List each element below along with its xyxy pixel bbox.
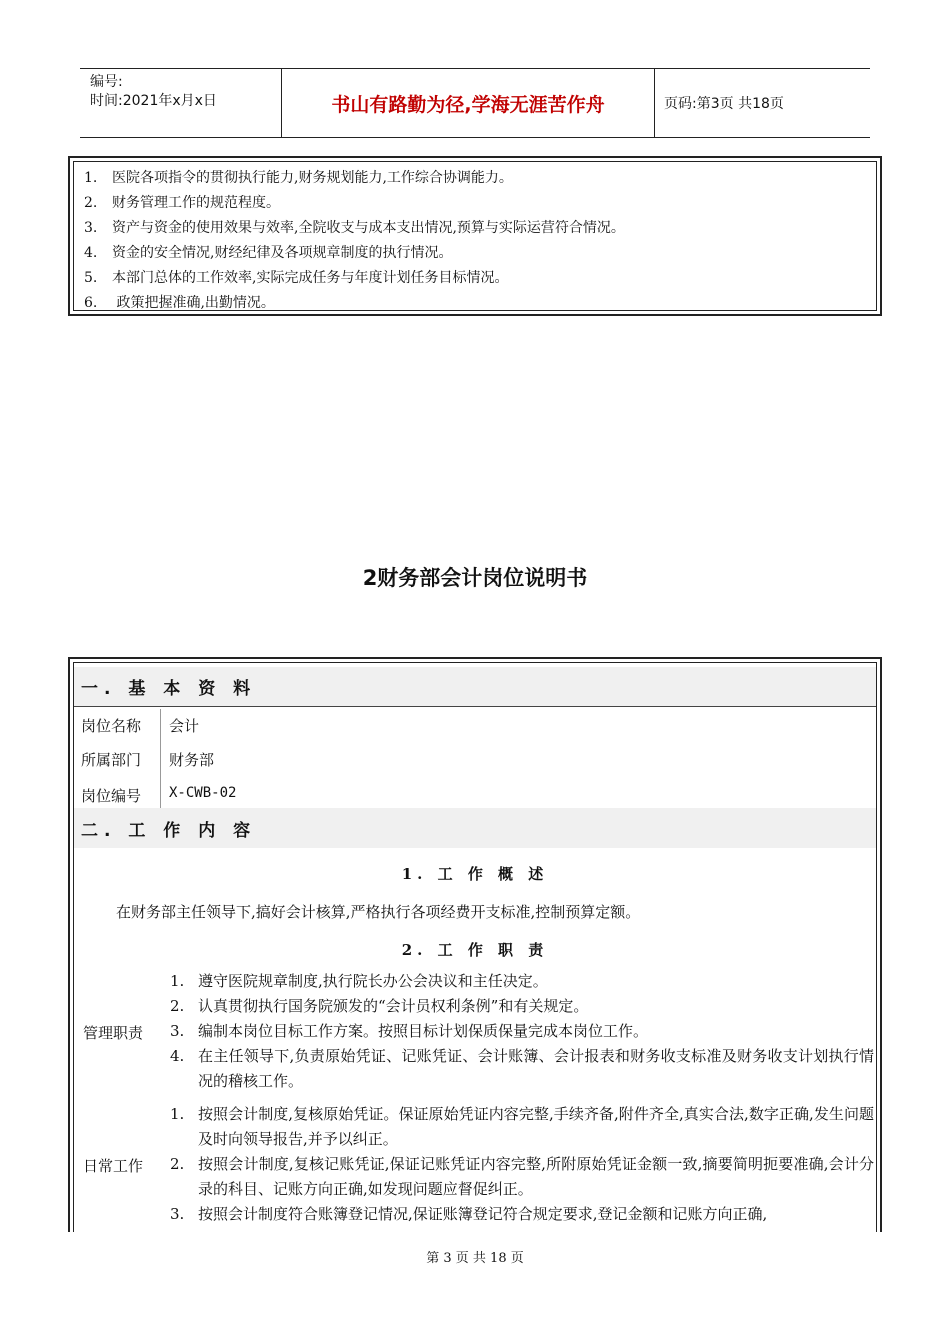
management-duties-label: 管理职责 [83, 1024, 144, 1042]
overview-text: 在财务部主任领导下,搞好会计核算,严格执行各项经费开支标准,控制预算定额。 [116, 903, 641, 921]
management-duty-item: 2. 认真贯彻执行国务院颁发的“会计员权利条例”和有关规定。 [170, 997, 589, 1015]
document-time-label: 时间:2021年x月x日 [90, 93, 217, 109]
header-motto: 书山有路勤为径,学海无涯苦作舟 [282, 69, 655, 137]
field-divider [160, 709, 161, 809]
job-description-box [68, 657, 882, 1232]
criteria-item: 5. 本部门总体的工作效率,实际完成任务与年度计划任务目标情况。 [84, 270, 509, 286]
duties-heading: 2. 工 作 职 责 [401, 941, 549, 959]
overview-heading: 1. 工 作 概 述 [401, 865, 549, 883]
management-duty-item: 3. 编制本岗位目标工作方案。按照目标计划保质保量完成本岗位工作。 [170, 1022, 649, 1040]
daily-work-item: 1. 按照会计制度,复核原始凭证。保证原始凭证内容完整,手续齐备,附件齐全,真实合法,数字正确,发生问题及时向领导报告,并予以纠正。 [170, 1105, 874, 1148]
daily-work-label: 日常工作 [83, 1157, 144, 1175]
management-duty-item: 4. 在主任领导下,负责原始凭证、记账凭证、会计账簿、会计报表和财务收支标准及财务收支计划执行情况的稽核工作。 [170, 1047, 874, 1090]
field-label-position-code: 岗位编号 [81, 787, 142, 805]
daily-work-item: 3. 按照会计制度符合账簿登记情况,保证账簿登记符合规定要求,登记金额和记账方向正确, [170, 1205, 768, 1223]
section-work-content-heading: 二. 工 作 内 容 [74, 808, 876, 848]
field-value-department: 财务部 [169, 751, 215, 769]
criteria-item: 4. 资金的安全情况,财经纪律及各项规章制度的执行情况。 [84, 245, 453, 261]
criteria-item: 2. 财务管理工作的规范程度。 [84, 195, 280, 211]
criteria-item: 6. 政策把握准确,出勤情况。 [84, 295, 275, 311]
criteria-item: 1. 医院各项指令的贯彻执行能力,财务规划能力,工作综合协调能力。 [84, 170, 513, 186]
header-meta [80, 69, 282, 137]
field-value-position-code: X-CWB-02 [169, 785, 237, 801]
document-title: 2财务部会计岗位说明书 [362, 566, 588, 590]
section-basic-info-heading: 一. 基 本 资 料 [74, 667, 876, 707]
header-page-info: 页码:第3页 共18页 [664, 96, 784, 112]
daily-work-item: 2. 按照会计制度,复核记账凭证,保证记账凭证内容完整,所附原始凭证金额一致,摘要简明扼要准确,会计分录的科目、记账方向正确,如发现问题应督促纠正。 [170, 1155, 874, 1198]
document-number-label: 编号: [90, 74, 123, 90]
field-label-department: 所属部门 [81, 751, 142, 769]
field-value-position-name: 会计 [169, 717, 200, 735]
management-duty-item: 1. 遵守医院规章制度,执行院长办公会决议和主任决定。 [170, 972, 548, 990]
page-header [80, 68, 870, 138]
page-footer: 第 3 页 共 18 页 [426, 1251, 524, 1266]
criteria-item: 3. 资产与资金的使用效果与效率,全院收支与成本支出情况,预算与实际运营符合情况。 [84, 220, 625, 236]
evaluation-criteria-box [68, 156, 882, 316]
field-label-position-name: 岗位名称 [81, 717, 142, 735]
